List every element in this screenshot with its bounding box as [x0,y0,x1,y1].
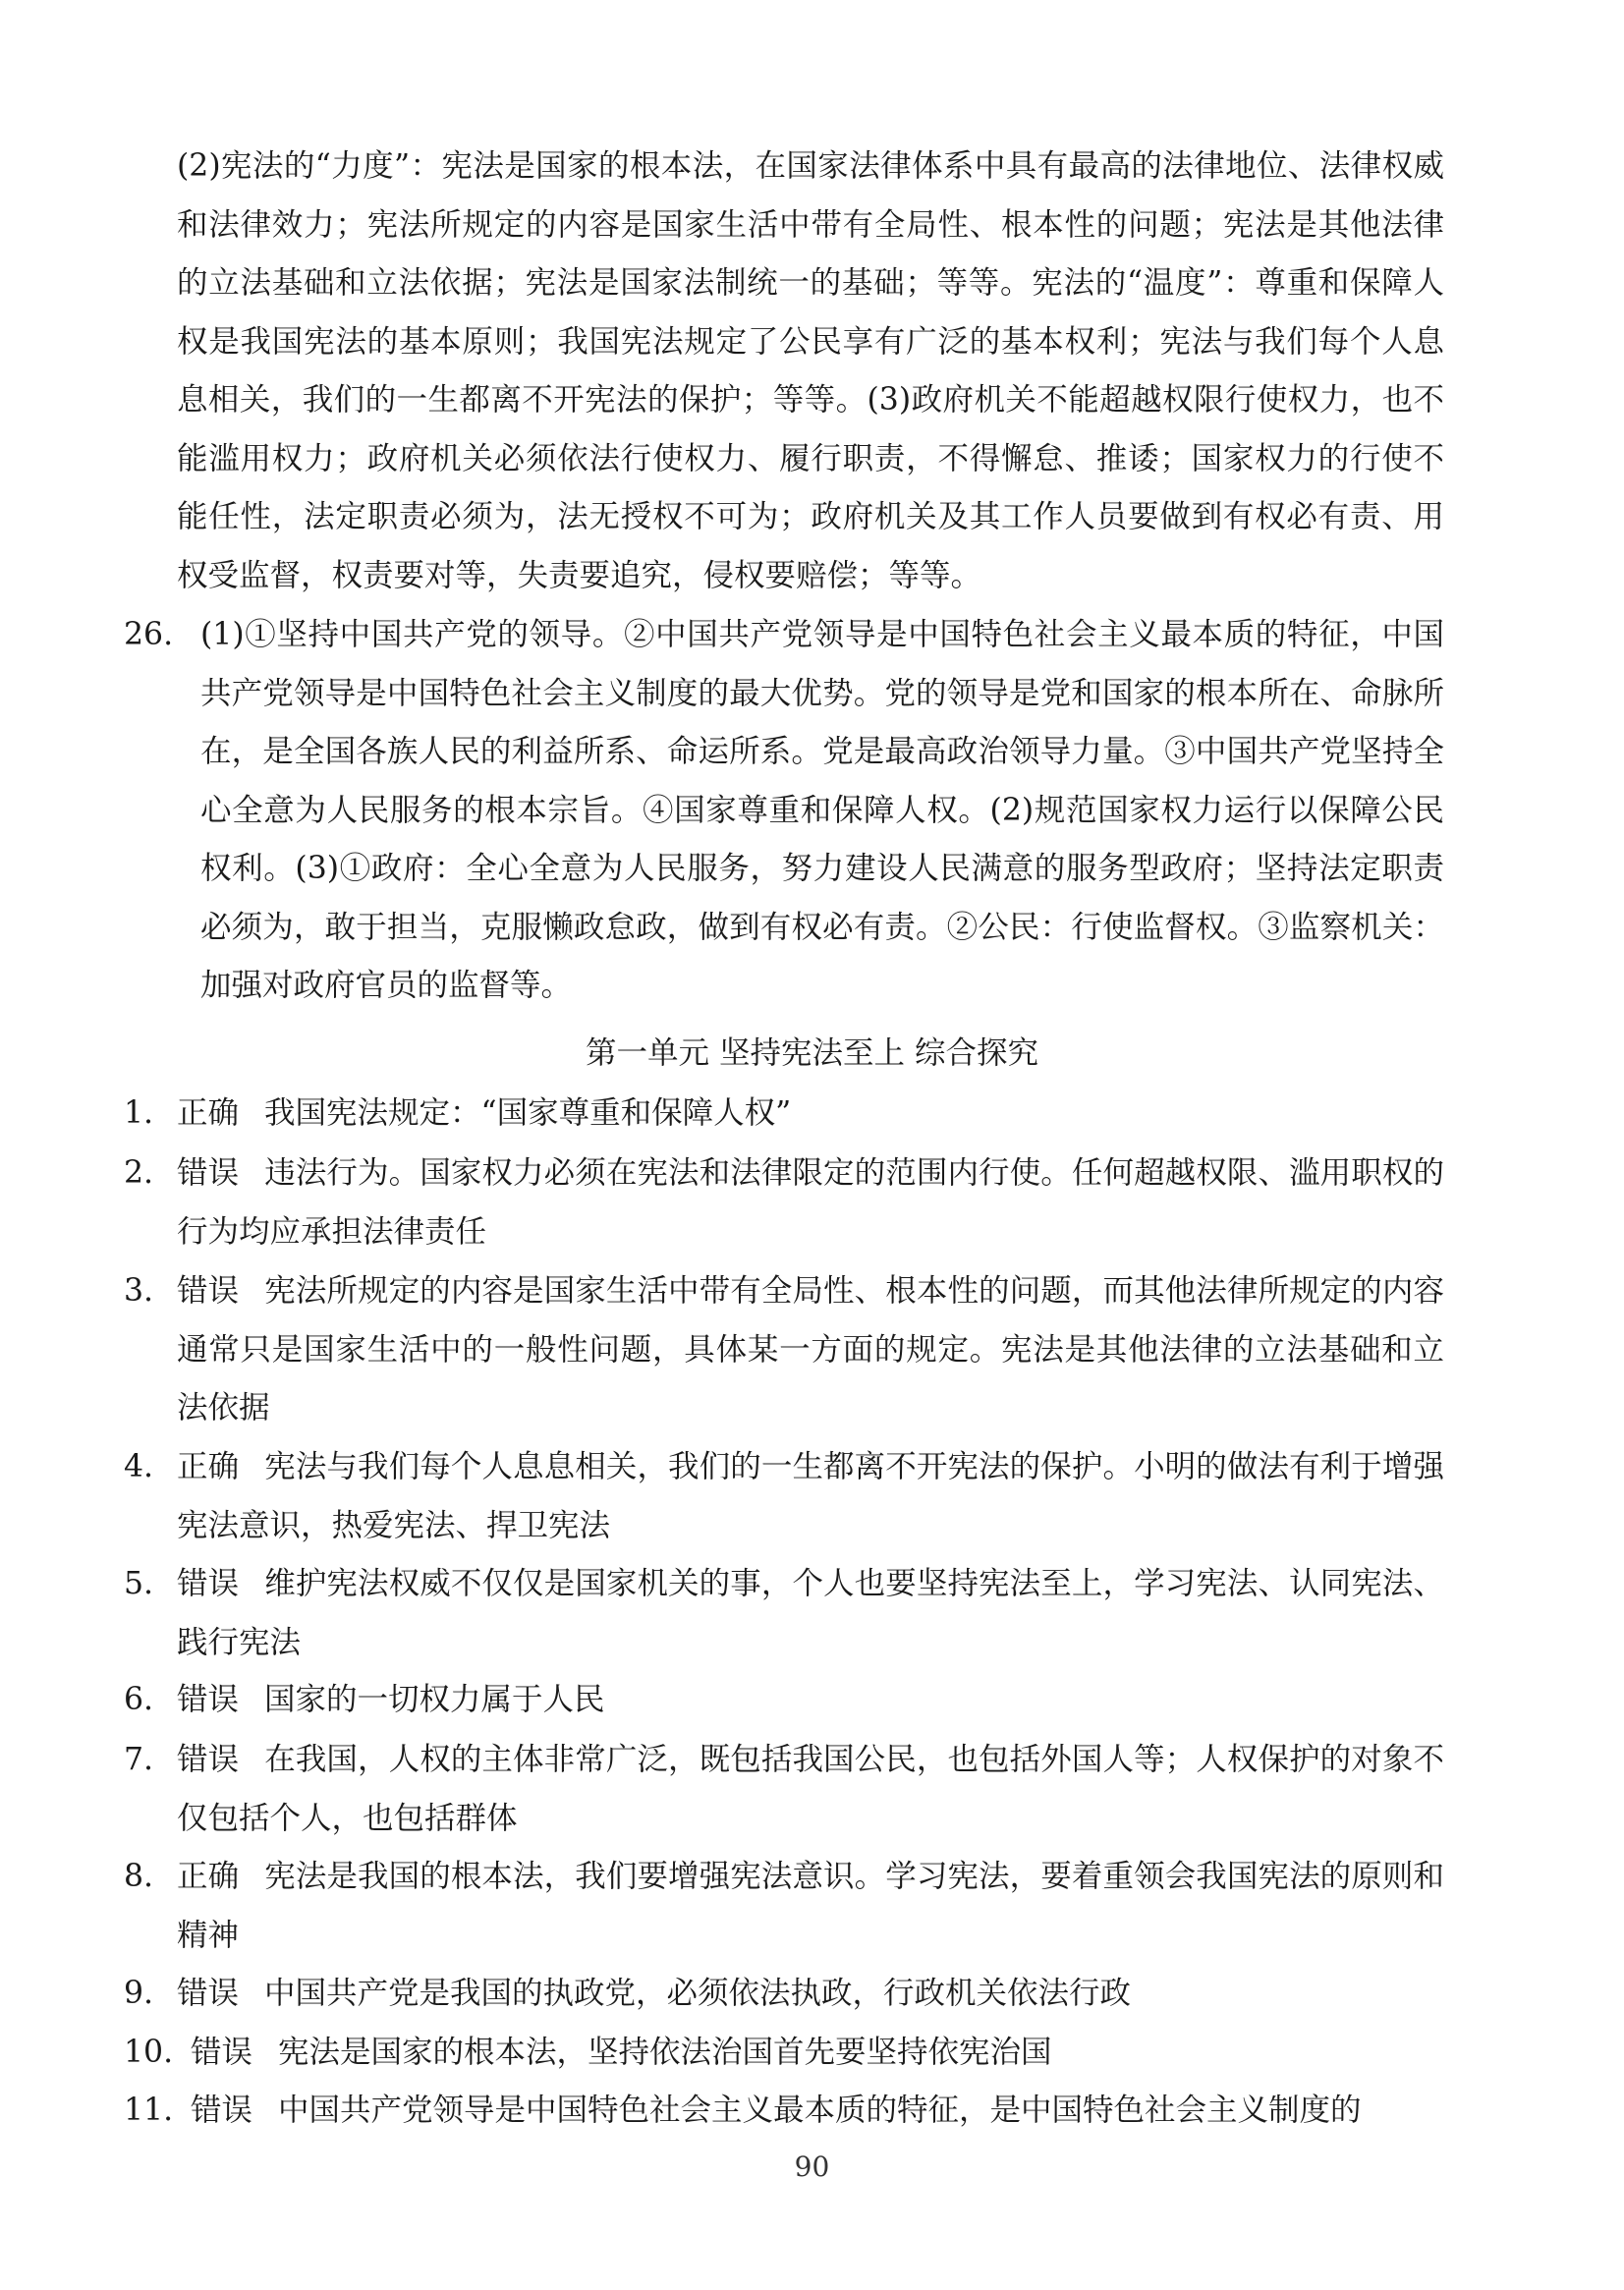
item-verdict: 错误 [191,2035,253,2070]
item-explanation: 中国共产党领导是中国特色社会主义最本质的特征，是中国特色社会主义制度的 [278,2093,1362,2128]
answer-item-3 [124,1262,1444,1438]
item-number: 9. [124,1976,154,2011]
item-text [177,1145,1444,1261]
answer-item-9 [124,1965,1444,2024]
answer-item-6 [124,1671,1444,1730]
item-text [177,1085,1444,1144]
item-number: 8. [124,1859,154,1894]
item-number: 3. [124,1273,154,1309]
answer-item-5 [124,1555,1444,1672]
answer-item-2 [124,1145,1444,1261]
item-explanation: 维护宪法权威不仅仅是国家机关的事，个人也要坚持宪法至上，学习宪法、认同宪法、践行宪法 [177,1566,1444,1660]
answer-item-10 [124,2024,1444,2083]
section-heading: 第一单元 坚持宪法至上 综合探究 [585,1035,1039,1071]
page-number: 90 [794,2150,830,2183]
item-text [177,1671,1444,1730]
answer-item-4 [124,1438,1444,1555]
item-text: (1)①坚持中国共产党的领导。②中国共产党领导是中国特色社会主义最本质的特征，中国共产党领导是中国特色社会主义制度的最大优势。党的领导是党和国家的根本所在、命脉所在，是全国各族人民的利益所系、命运所系。党是最高政治领导力量。③中国共产党坚持全心全意为人民服务的根本宗旨。④国家尊重和保障人权。(2)规范国家权力运行以保障公民权利。(3)①政府：全心全意为人民服务，努力建设人民满意的服务型政府；坚持法定职责必须为，敢于担当，克服懒政怠政，做到有权必有责。②公民：行使监督权。③监察机关：加强对政府官员的监督等。 [200,617,1444,1003]
item-verdict: 错误 [177,1682,240,1717]
item-number: 11. [124,2093,174,2128]
item-text [177,1438,1444,1555]
answer-item-7 [124,1731,1444,1848]
item-explanation: 中国共产党是我国的执政党，必须依法执政，行政机关依法行政 [264,1976,1132,2011]
item-verdict: 正确 [177,1449,240,1484]
item-explanation: 宪法与我们每个人息息相关，我们的一生都离不开宪法的保护。小明的做法有利于增强宪法意识，热爱宪法、捍卫宪法 [177,1449,1444,1543]
answer-item-8 [124,1848,1444,1965]
item-verdict: 正确 [177,1095,240,1131]
item-number: 6. [124,1682,154,1717]
answer-item-1 [124,1085,1444,1144]
item-verdict: 错误 [177,1155,240,1191]
answer-item-11 [124,2082,1444,2141]
item-number: 4. [124,1449,154,1484]
item-verdict: 错误 [191,2093,253,2128]
answer-continuation-paragraph: (2)宪法的“力度”：宪法是国家的根本法，在国家法律体系中具有最高的法律地位、法律权威和法律效力；宪法所规定的内容是国家生活中带有全局性、根本性的问题；宪法是其他法律的立法基础和立法依据；宪法是国家法制统一的基础；等等。宪法的“温度”：尊重和保障人权是我国宪法的基本原则；我国宪法规定了公民享有广泛的基本权利；宪法与我们每个人息息相关，我们的一生都离不开宪法的保护；等等。(3)政府机关不能超越权限行使权力，也不能滥用权力；政府机关必须依法行使权力、履行职责，不得懈怠、推诿；国家权力的行使不能任性，法定职责必须为，法无授权不可为；政府机关及其工作人员要做到有权必有责、用权受监督，权责要对等，失责要追究，侵权要赔偿；等等。 [177,148,1444,593]
item-number: 1. [124,1095,154,1131]
item-explanation: 我国宪法规定：“国家尊重和保障人权” [264,1095,792,1131]
item-explanation: 国家的一切权力属于人民 [264,1682,605,1717]
item-number: 2. [124,1155,154,1191]
item-text [177,1555,1444,1672]
item-verdict: 正确 [177,1859,240,1894]
item-text [191,2082,1444,2141]
item-explanation: 宪法是我国的根本法，我们要增强宪法意识。学习宪法，要着重领会我国宪法的原则和精神 [177,1859,1444,1953]
item-explanation: 宪法所规定的内容是国家生活中带有全局性、根本性的问题，而其他法律所规定的内容通常只是国家生活中的一般性问题，具体某一方面的规定。宪法是其他法律的立法基础和立法依据 [177,1273,1444,1425]
item-explanation: 在我国，人权的主体非常广泛，既包括我国公民，也包括外国人等；人权保护的对象不仅包括个人，也包括群体 [177,1742,1444,1836]
item-explanation: 违法行为。国家权力必须在宪法和法律限定的范围内行使。任何超越权限、滥用职权的行为均应承担法律责任 [177,1155,1444,1250]
answer-item-26 [124,606,1444,1016]
item-text [177,1731,1444,1848]
item-number: 10. [124,2035,174,2070]
item-text [177,1848,1444,1965]
item-number: 5. [124,1566,154,1601]
item-number: 7. [124,1742,154,1777]
item-verdict: 错误 [177,1742,240,1777]
item-number: 26. [124,617,174,652]
item-verdict: 错误 [177,1976,240,2011]
item-text [191,2024,1444,2083]
item-verdict: 错误 [177,1566,240,1601]
item-explanation: 宪法是国家的根本法，坚持依法治国首先要坚持依宪治国 [278,2035,1052,2070]
item-verdict: 错误 [177,1273,240,1309]
item-text [177,1965,1444,2024]
item-text [177,1262,1444,1438]
